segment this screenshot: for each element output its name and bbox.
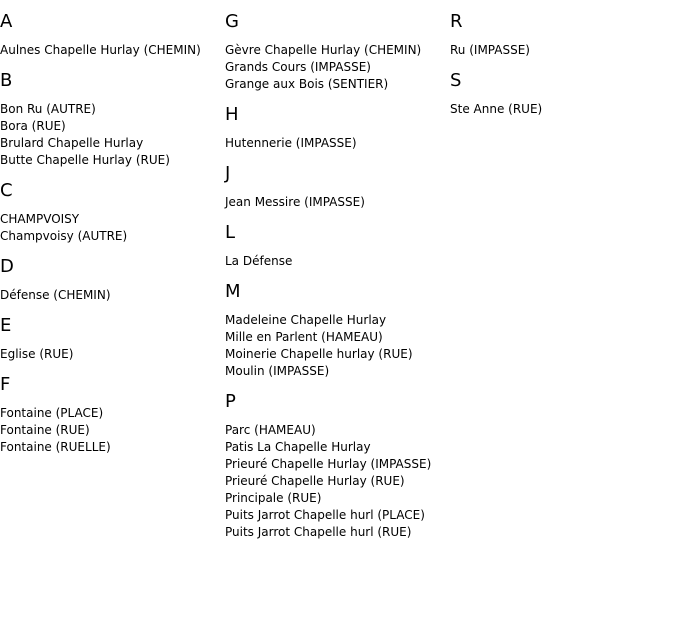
letter-group [0,255,222,304]
street-list [0,346,222,363]
street-link[interactable]: Prieuré Chapelle Hurlay (IMPASSE) [225,457,432,471]
letter-group [225,162,447,211]
street-list [450,101,672,118]
street-link[interactable]: Moulin (IMPASSE) [225,364,330,378]
street-link[interactable]: Jean Messire (IMPASSE) [225,195,365,209]
street-list [0,42,222,59]
street-link[interactable]: Butte Chapelle Hurlay (RUE) [0,153,170,167]
street-link[interactable]: Bora (RUE) [0,119,66,133]
letter-group [225,390,447,541]
letter-group [225,280,447,380]
letter-heading: H [225,104,239,125]
street-list [225,42,447,93]
letter-group [450,10,672,59]
street-link[interactable]: Aulnes Chapelle Hurlay (CHEMIN) [0,43,201,57]
street-link[interactable]: Patis La Chapelle Hurlay [225,440,371,454]
letter-heading: C [0,180,13,201]
letter-group [0,10,222,59]
street-list [0,287,222,304]
street-list [450,42,672,59]
street-link[interactable]: Ste Anne (RUE) [450,102,543,116]
letter-heading: A [0,11,13,32]
letter-group [225,221,447,270]
street-link[interactable]: Fontaine (RUE) [0,423,90,437]
street-link[interactable]: Principale (RUE) [225,491,322,505]
street-list [225,312,447,380]
street-link[interactable]: Grange aux Bois (SENTIER) [225,77,389,91]
street-list [225,135,447,152]
letter-heading: M [225,281,241,302]
column-1 [0,10,222,466]
letter-heading: G [225,11,239,32]
street-link[interactable]: La Défense [225,254,293,268]
letter-heading: J [225,163,231,184]
letter-group [0,69,222,169]
street-link[interactable]: Fontaine (RUELLE) [0,440,111,454]
street-link[interactable]: Puits Jarrot Chapelle hurl (PLACE) [225,508,425,522]
letter-heading: R [450,11,463,32]
letter-group [0,179,222,245]
letter-heading: S [450,70,462,91]
letter-heading: B [0,70,13,91]
street-link[interactable]: Grands Cours (IMPASSE) [225,60,371,74]
street-list [225,422,447,541]
street-link[interactable]: Brulard Chapelle Hurlay [0,136,144,150]
letter-group [0,314,222,363]
letter-group [225,10,447,93]
street-list [0,211,222,245]
letter-heading: L [225,222,236,243]
street-list [0,405,222,456]
street-link[interactable]: Puits Jarrot Chapelle hurl (RUE) [225,525,412,539]
letter-group [225,103,447,152]
street-link[interactable]: Fontaine (PLACE) [0,406,104,420]
street-link[interactable]: Gèvre Chapelle Hurlay (CHEMIN) [225,43,422,57]
street-link[interactable]: Mille en Parlent (HAMEAU) [225,330,383,344]
letter-heading: D [0,256,14,277]
street-link[interactable]: Défense (CHEMIN) [0,288,111,302]
street-link[interactable]: Parc (HAMEAU) [225,423,316,437]
street-link[interactable]: Moinerie Chapelle hurlay (RUE) [225,347,413,361]
street-link[interactable]: Prieuré Chapelle Hurlay (RUE) [225,474,405,488]
street-link[interactable]: Eglise (RUE) [0,347,74,361]
letter-heading: F [0,374,11,395]
letter-group [450,69,672,118]
letter-group [0,373,222,456]
letter-heading: P [225,391,236,412]
letter-heading: E [0,315,12,336]
street-link[interactable]: Bon Ru (AUTRE) [0,102,96,116]
street-link[interactable]: Madeleine Chapelle Hurlay [225,313,387,327]
column-3 [450,10,672,128]
street-link[interactable]: Ru (IMPASSE) [450,43,530,57]
street-link[interactable]: Champvoisy (AUTRE) [0,229,128,243]
column-2 [225,10,447,551]
street-link[interactable]: CHAMPVOISY [0,212,80,226]
street-list [225,253,447,270]
street-list [0,101,222,169]
street-list [225,194,447,211]
street-link[interactable]: Hutennerie (IMPASSE) [225,136,357,150]
